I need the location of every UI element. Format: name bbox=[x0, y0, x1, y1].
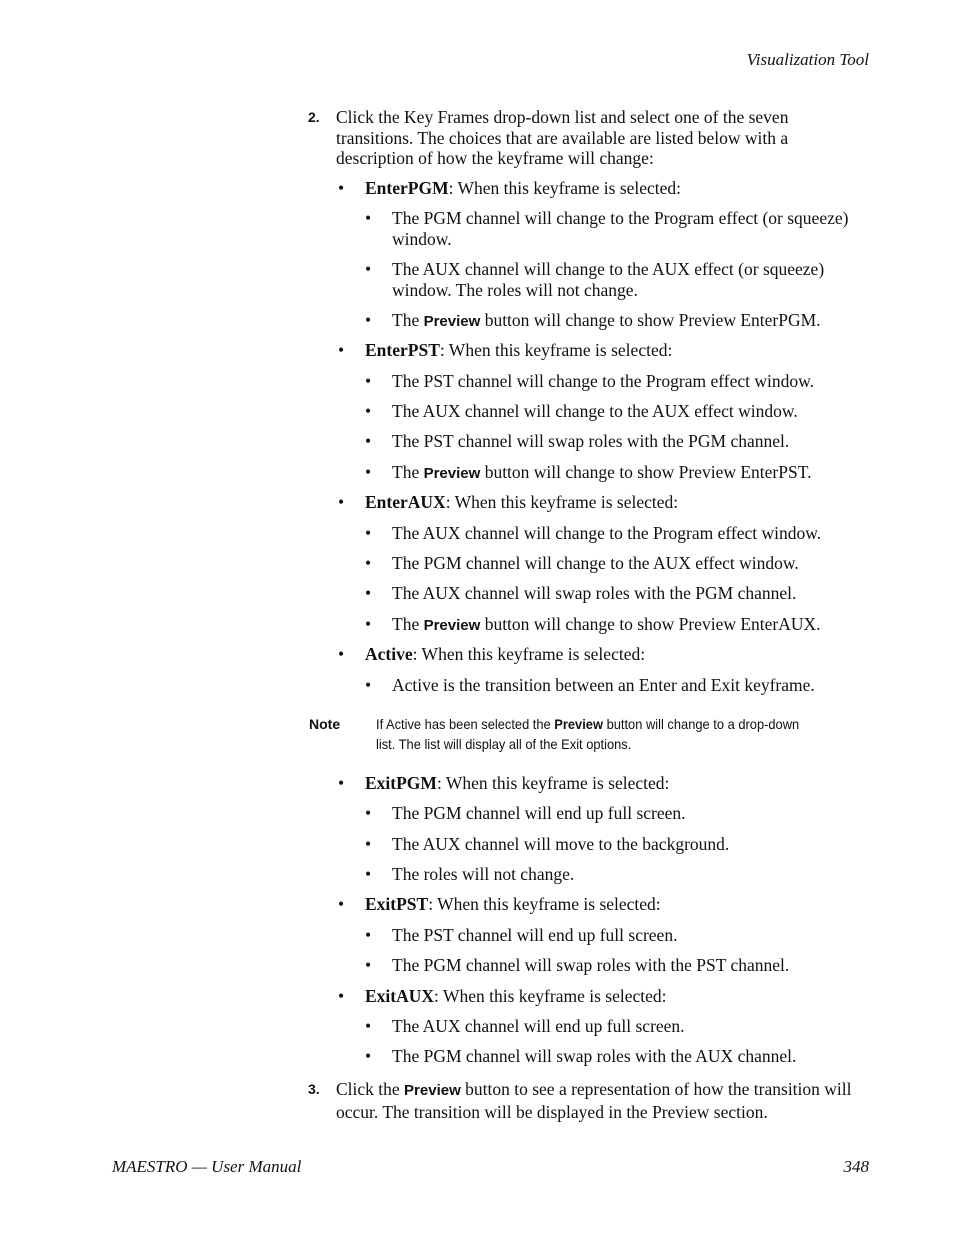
preview-button-label: Preview bbox=[423, 313, 481, 330]
bullet: • bbox=[365, 583, 372, 603]
step-2 bbox=[308, 107, 868, 169]
sub-item bbox=[365, 1046, 870, 1067]
sub-item bbox=[365, 462, 870, 485]
sub-item bbox=[365, 553, 870, 574]
sub-item bbox=[365, 371, 870, 392]
step-text: Click the bbox=[336, 1079, 400, 1099]
bullet: • bbox=[338, 492, 345, 512]
keyframe-desc: : When this keyframe is selected: bbox=[448, 178, 682, 198]
bullet: • bbox=[365, 955, 372, 975]
bullet: • bbox=[365, 675, 372, 695]
keyframe-desc: : When this keyframe is selected: bbox=[436, 773, 670, 793]
page-number: 348 bbox=[843, 1157, 869, 1176]
keyframe-desc: : When this keyframe is selected: bbox=[445, 492, 679, 512]
step-3 bbox=[308, 1079, 868, 1122]
bullet: • bbox=[338, 894, 345, 914]
bullet: • bbox=[365, 614, 372, 634]
bullet: • bbox=[365, 523, 372, 543]
bullet: • bbox=[365, 462, 372, 482]
bullet: • bbox=[365, 553, 372, 573]
sub-item bbox=[365, 523, 870, 544]
sub-item bbox=[365, 401, 870, 422]
sub-item-text: The bbox=[392, 310, 420, 330]
step-number: 3. bbox=[308, 1081, 320, 1097]
bullet: • bbox=[365, 834, 372, 854]
sub-item-text: The PST channel will end up full screen. bbox=[392, 925, 678, 945]
sub-item-text: The PGM channel will swap roles with the AUX channel. bbox=[392, 1046, 797, 1066]
keyframe-name: EnterAUX bbox=[365, 492, 446, 512]
sub-item bbox=[365, 310, 870, 333]
bullet: • bbox=[338, 773, 345, 793]
sub-item-text: button will change to show Preview EnterAUX. bbox=[484, 614, 821, 634]
sub-item-text: The PGM channel will end up full screen. bbox=[392, 803, 686, 823]
keyframe-name: Active bbox=[365, 644, 413, 664]
keyframe-name: EnterPGM bbox=[365, 178, 449, 198]
bullet: • bbox=[365, 310, 372, 330]
sub-item bbox=[365, 834, 870, 855]
bullet: • bbox=[365, 371, 372, 391]
keyframe-desc: : When this keyframe is selected: bbox=[434, 986, 667, 1006]
sub-item-text: The AUX channel will move to the background. bbox=[392, 834, 730, 854]
bullet: • bbox=[365, 431, 372, 451]
step-text: Click the Key Frames drop-down list and select one of the seven transitions. The choices that are available are listed below with a description of how the keyframe will change: bbox=[336, 107, 789, 168]
bullet: • bbox=[365, 1016, 372, 1036]
bullet: • bbox=[365, 803, 372, 823]
preview-button-label: Preview bbox=[423, 465, 481, 482]
note-label: Note bbox=[309, 716, 341, 732]
sub-item-text: button will change to show Preview EnterPGM. bbox=[484, 310, 821, 330]
list-item-enteraux bbox=[338, 492, 868, 513]
keyframe-name: EnterPST bbox=[365, 340, 440, 360]
bullet: • bbox=[338, 340, 345, 360]
sub-item bbox=[365, 803, 870, 824]
bullet: • bbox=[365, 925, 372, 945]
keyframe-desc: : When this keyframe is selected: bbox=[428, 894, 661, 914]
sub-item bbox=[365, 675, 870, 696]
bullet: • bbox=[338, 178, 345, 198]
keyframe-name: ExitPGM bbox=[365, 773, 437, 793]
sub-item-text: The AUX channel will swap roles with the PGM channel. bbox=[392, 583, 797, 603]
sub-item-text: Active is the transition between an Enter and Exit keyframe. bbox=[392, 675, 815, 695]
bullet: • bbox=[365, 259, 372, 279]
bullet: • bbox=[365, 208, 372, 228]
note-text-part: button will change to a drop-down list. The list will display all of the Exit options. bbox=[376, 716, 800, 752]
keyframe-name: ExitAUX bbox=[365, 986, 435, 1006]
preview-button-label: Preview bbox=[554, 716, 603, 732]
sub-item-text: The PGM channel will swap roles with the PST channel. bbox=[392, 955, 790, 975]
sub-item-text: The PGM channel will change to the Program effect (or squeeze) window. bbox=[392, 208, 849, 249]
list-item-exitaux bbox=[338, 986, 868, 1007]
footer-title: MAESTRO — User Manual bbox=[112, 1157, 302, 1176]
bullet: • bbox=[338, 986, 345, 1006]
sub-item bbox=[365, 208, 870, 249]
preview-button-label: Preview bbox=[404, 1082, 461, 1099]
step-text: button to see a representation of how the transition will occur. The transition will be displayed in the Preview section. bbox=[336, 1079, 852, 1122]
bullet: • bbox=[365, 864, 372, 884]
sub-item bbox=[365, 259, 870, 300]
keyframe-desc: : When this keyframe is selected: bbox=[439, 340, 673, 360]
note-text-part: If Active has been selected the bbox=[376, 716, 551, 732]
sub-item-text: button will change to show Preview EnterPST. bbox=[484, 462, 812, 482]
bullet: • bbox=[338, 644, 345, 664]
sub-item bbox=[365, 583, 870, 604]
bullet: • bbox=[365, 401, 372, 421]
list-item-enterpst bbox=[338, 340, 868, 361]
sub-item-text: The roles will not change. bbox=[392, 864, 575, 884]
sub-item bbox=[365, 955, 870, 976]
sub-item-text: The bbox=[392, 462, 420, 482]
running-header: Visualization Tool bbox=[746, 50, 869, 69]
sub-item bbox=[365, 925, 870, 946]
list-item-exitpgm bbox=[338, 773, 868, 794]
list-item-active bbox=[338, 644, 868, 665]
sub-item bbox=[365, 864, 870, 885]
sub-item-text: The PST channel will change to the Program effect window. bbox=[392, 371, 814, 391]
sub-item-text: The PGM channel will change to the AUX effect window. bbox=[392, 553, 799, 573]
keyframe-desc: : When this keyframe is selected: bbox=[412, 644, 646, 664]
sub-item-text: The AUX channel will end up full screen. bbox=[392, 1016, 685, 1036]
sub-item bbox=[365, 614, 870, 637]
sub-item bbox=[365, 1016, 870, 1037]
keyframe-name: ExitPST bbox=[365, 894, 429, 914]
preview-button-label: Preview bbox=[423, 617, 481, 634]
sub-item-text: The PST channel will swap roles with the PGM channel. bbox=[392, 431, 790, 451]
bullet: • bbox=[365, 1046, 372, 1066]
sub-item bbox=[365, 431, 870, 452]
sub-item-text: The AUX channel will change to the Program effect window. bbox=[392, 523, 822, 543]
step-number: 2. bbox=[308, 109, 320, 125]
list-item-enterpgm bbox=[338, 178, 868, 199]
sub-item-text: The AUX channel will change to the AUX effect window. bbox=[392, 401, 798, 421]
sub-item-text: The bbox=[392, 614, 420, 634]
list-item-exitpst bbox=[338, 894, 868, 915]
note-text bbox=[376, 715, 808, 754]
sub-item-text: The AUX channel will change to the AUX effect (or squeeze) window. The roles will not change. bbox=[392, 259, 825, 300]
